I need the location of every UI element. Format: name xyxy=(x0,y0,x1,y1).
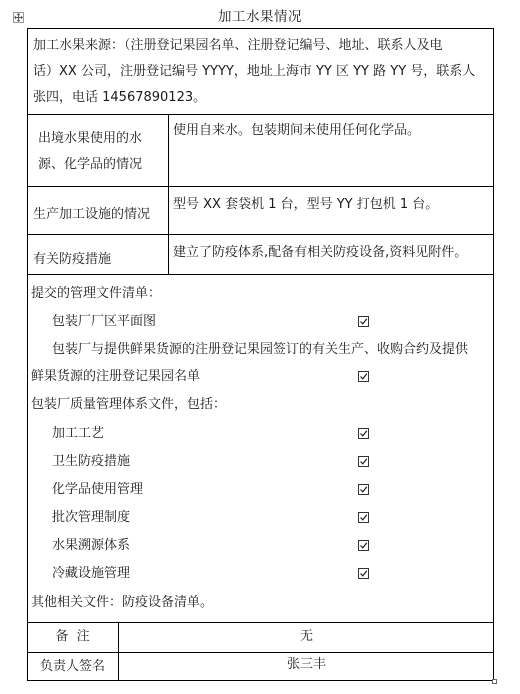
qms-item: 加工工艺 xyxy=(52,426,105,441)
qms-item-checkbox[interactable] xyxy=(358,512,369,523)
column-divider xyxy=(168,114,169,274)
facilities-label: 生产加工设施的情况 xyxy=(33,207,151,222)
water-chemicals-label: 出境水果使用的水 xyxy=(38,131,143,146)
fruit-source-line: 张四，电话 14567890123。 xyxy=(33,90,207,105)
qms-item: 卫生防疫措施 xyxy=(52,454,131,469)
water-chemicals-value: 使用自来水。包装期间未使用任何化学品。 xyxy=(173,123,421,138)
other-docs: 其他相关文件：防疫设备清单。 xyxy=(31,595,214,610)
plant-layout-item: 包装厂厂区平面图 xyxy=(52,314,157,329)
remarks-label: 备 注 xyxy=(55,629,90,644)
qms-item-checkbox[interactable] xyxy=(358,428,369,439)
qms-item: 化学品使用管理 xyxy=(52,482,144,497)
facilities-value: 型号 XX 套袋机 1 台，型号 YY 打包机 1 台。 xyxy=(173,197,439,212)
qms-item: 批次管理制度 xyxy=(52,510,131,525)
qms-item-checkbox[interactable] xyxy=(358,456,369,467)
document-title: 加工水果情况 xyxy=(218,9,302,25)
submitted-docs-heading: 提交的管理文件清单： xyxy=(31,286,162,301)
qms-item: 冷藏设施管理 xyxy=(52,566,131,581)
qms-item-checkbox[interactable] xyxy=(358,484,369,495)
remarks-value: 无 xyxy=(299,629,313,644)
quarantine-measures-value: 建立了防疫体系,配备有相关防疫设备,资料见附件。 xyxy=(173,245,468,260)
row-divider xyxy=(27,622,494,623)
qms-item-checkbox[interactable] xyxy=(358,568,369,579)
signature-value: 张三丰 xyxy=(286,657,326,672)
row-divider xyxy=(27,234,494,235)
row-divider xyxy=(27,186,494,187)
row-divider xyxy=(27,274,494,275)
row-divider xyxy=(27,114,494,115)
plant-layout-checkbox[interactable] xyxy=(358,316,369,327)
contract-checkbox[interactable] xyxy=(358,371,369,382)
signature-label: 负责人签名 xyxy=(39,659,105,674)
contract-item-line: 鲜果货源的注册登记果园名单 xyxy=(31,369,201,384)
fruit-source-line: 话）XX 公司，注册登记编号 YYYY，地址上海市 YY 区 YY 路 YY 号，联系人 xyxy=(33,64,476,79)
qms-item: 水果溯源体系 xyxy=(52,538,131,553)
table-resize-handle-icon[interactable] xyxy=(492,679,497,684)
fruit-source-line: 加工水果来源：（注册登记果园名单、注册登记编号、地址、联系人及电 xyxy=(33,38,443,53)
contract-item-line: 包装厂与提供鲜果货源的注册登记果园签订的有关生产、收购合约及提供 xyxy=(52,342,469,357)
quarantine-measures-label: 有关防疫措施 xyxy=(33,252,112,267)
qms-heading: 包装厂质量管理体系文件，包括： xyxy=(31,397,227,412)
water-chemicals-label: 源、化学品的情况 xyxy=(38,157,143,172)
qms-item-checkbox[interactable] xyxy=(358,540,369,551)
